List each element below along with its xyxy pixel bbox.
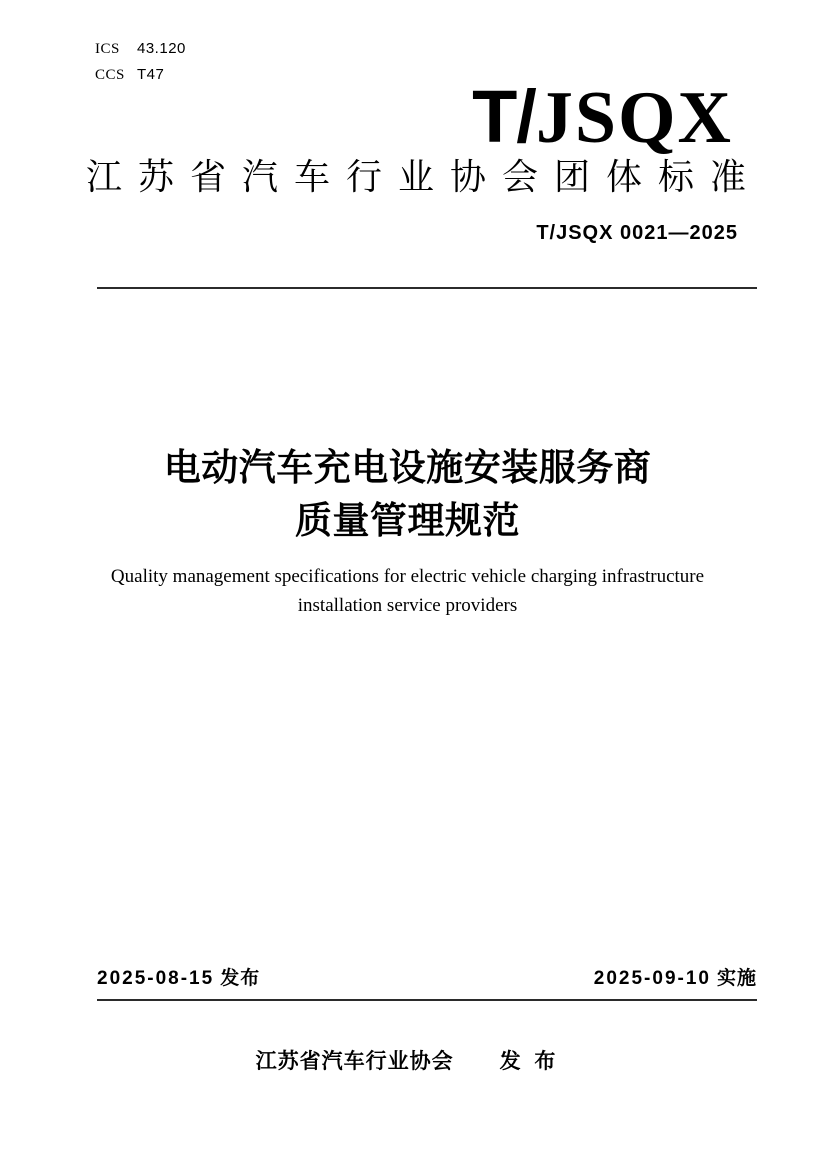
implementation-label: 实施 <box>716 968 757 989</box>
issue-label: 发布 <box>220 968 261 989</box>
issue-date-cell <box>97 963 260 990</box>
document-title-zh-line1: 电动汽车充电设施安装服务商 <box>163 447 652 488</box>
ics-label: ICS <box>95 41 120 57</box>
implementation-date-cell <box>594 963 757 990</box>
issue-date: 2025-08-15 <box>97 968 215 989</box>
publish-action: 发 布 <box>499 1050 560 1073</box>
document-title-en-line2: installation service providers <box>297 595 518 616</box>
ccs-label: CCS <box>95 67 125 83</box>
implementation-date: 2025-09-10 <box>593 968 711 989</box>
publisher-row <box>0 1045 815 1075</box>
document-title-zh <box>0 441 815 547</box>
logo-prefix: T/ <box>472 75 536 158</box>
standard-body-logo <box>472 75 733 159</box>
association-standard-heading: 江苏省汽车行业协会团体标准 <box>86 156 763 197</box>
header-divider-rule <box>97 287 757 289</box>
document-title-en <box>0 562 815 620</box>
classification-block <box>95 36 186 88</box>
logo-main: JSQX <box>535 77 733 159</box>
dates-row <box>97 963 757 1001</box>
ccs-value: T47 <box>137 66 165 83</box>
document-title-en-line1: Quality management specifications for electric vehicle charging infrastructure <box>110 566 705 587</box>
ics-row <box>95 36 186 62</box>
standard-number: T/JSQX 0021—2025 <box>536 222 738 244</box>
ics-value: 43.120 <box>137 40 186 57</box>
publisher-name: 江苏省汽车行业协会 <box>255 1050 454 1073</box>
document-title-zh-line2: 质量管理规范 <box>295 500 520 541</box>
ccs-row <box>95 62 186 88</box>
